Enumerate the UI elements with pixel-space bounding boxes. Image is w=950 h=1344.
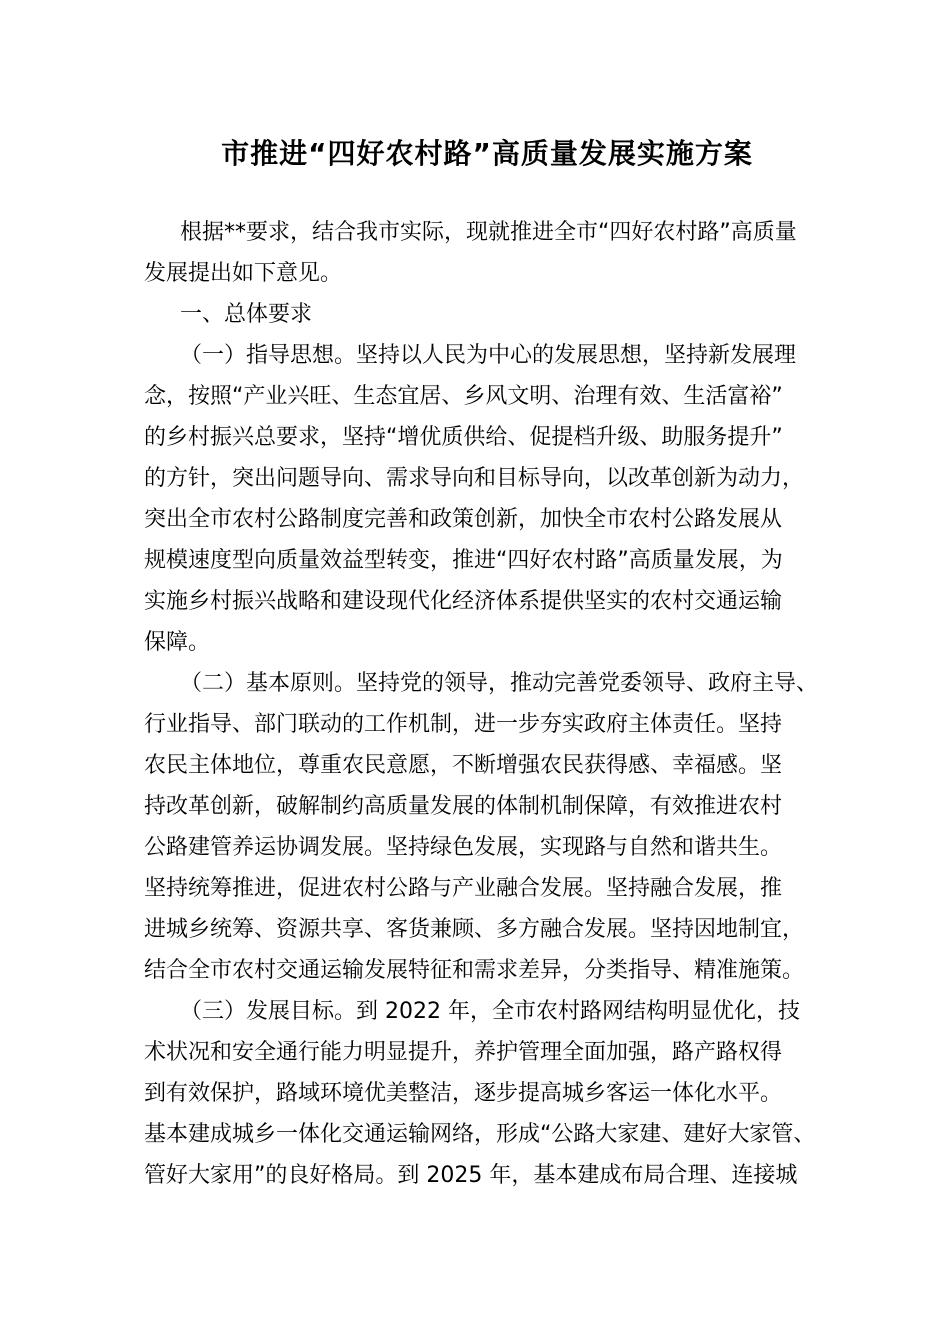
text-line: 一、总体要求	[180, 302, 313, 327]
document-body	[144, 212, 830, 1196]
text-line: 坚持统筹推进，促进农村公路与产业融合发展。坚持融合发展，推	[144, 876, 783, 901]
document-title: 市推进“四好农村路”高质量发展实施方案	[221, 137, 753, 170]
text-line: 念，按照“产业兴旺、生态宜居、乡风文明、治理有效、生活富裕”	[144, 384, 783, 409]
text-line: 基本建成城乡一体化交通运输网络，形成“公路大家建、建好大家管、	[144, 1122, 816, 1147]
text-line: 农民主体地位，尊重农民意愿，不断增强农民获得感、幸福感。坚	[144, 753, 783, 778]
text-line: 突出全市农村公路制度完善和政策创新，加快全市农村公路发展从	[144, 507, 783, 532]
text-line: 行业指导、部门联动的工作机制，进一步夯实政府主体责任。坚持	[144, 712, 783, 737]
text-line: 的方针，突出问题导向、需求导向和目标导向，以改革创新为动力，	[144, 466, 805, 491]
text-line: （一）指导思想。坚持以人民为中心的发展思想，坚持新发展理	[180, 343, 797, 368]
text-line: （二）基本原则。坚持党的领导，推动完善党委领导、政府主导、	[180, 671, 819, 696]
text-line: 进城乡统筹、资源共享、客货兼顾、多方融合发展。坚持因地制宜，	[144, 917, 805, 942]
text-line: 根据**要求，结合我市实际，现就推进全市“四好农村路”高质量	[180, 220, 797, 245]
text-line: 到有效保护，路域环境优美整洁，逐步提高城乡客运一体化水平。	[144, 1081, 783, 1106]
text-line: （三）发展目标。到 2022 年，全市农村路网结构明显优化，技	[180, 999, 800, 1024]
text-line: 发展提出如下意见。	[144, 261, 343, 286]
text-line: 持改革创新，破解制约高质量发展的体制机制保障，有效推进农村	[144, 794, 783, 819]
text-line: 管好大家用”的良好格局。到 2025 年，基本建成布局合理、连接城	[144, 1163, 798, 1188]
text-line: 规模速度型向质量效益型转变，推进“四好农村路”高质量发展，为	[144, 548, 783, 573]
text-line: 结合全市农村交通运输发展特征和需求差异，分类指导、精准施策。	[144, 958, 805, 983]
text-line: 实施乡村振兴战略和建设现代化经济体系提供坚实的农村交通运输	[144, 589, 783, 614]
text-line: 保障。	[144, 630, 211, 655]
text-line: 公路建管养运协调发展。坚持绿色发展，实现路与自然和谐共生。	[144, 835, 783, 860]
text-line: 的乡村振兴总要求，坚持“增优质供给、促提档升级、助服务提升”	[144, 425, 783, 450]
text-line: 术状况和安全通行能力明显提升，养护管理全面加强，路产路权得	[144, 1040, 783, 1065]
